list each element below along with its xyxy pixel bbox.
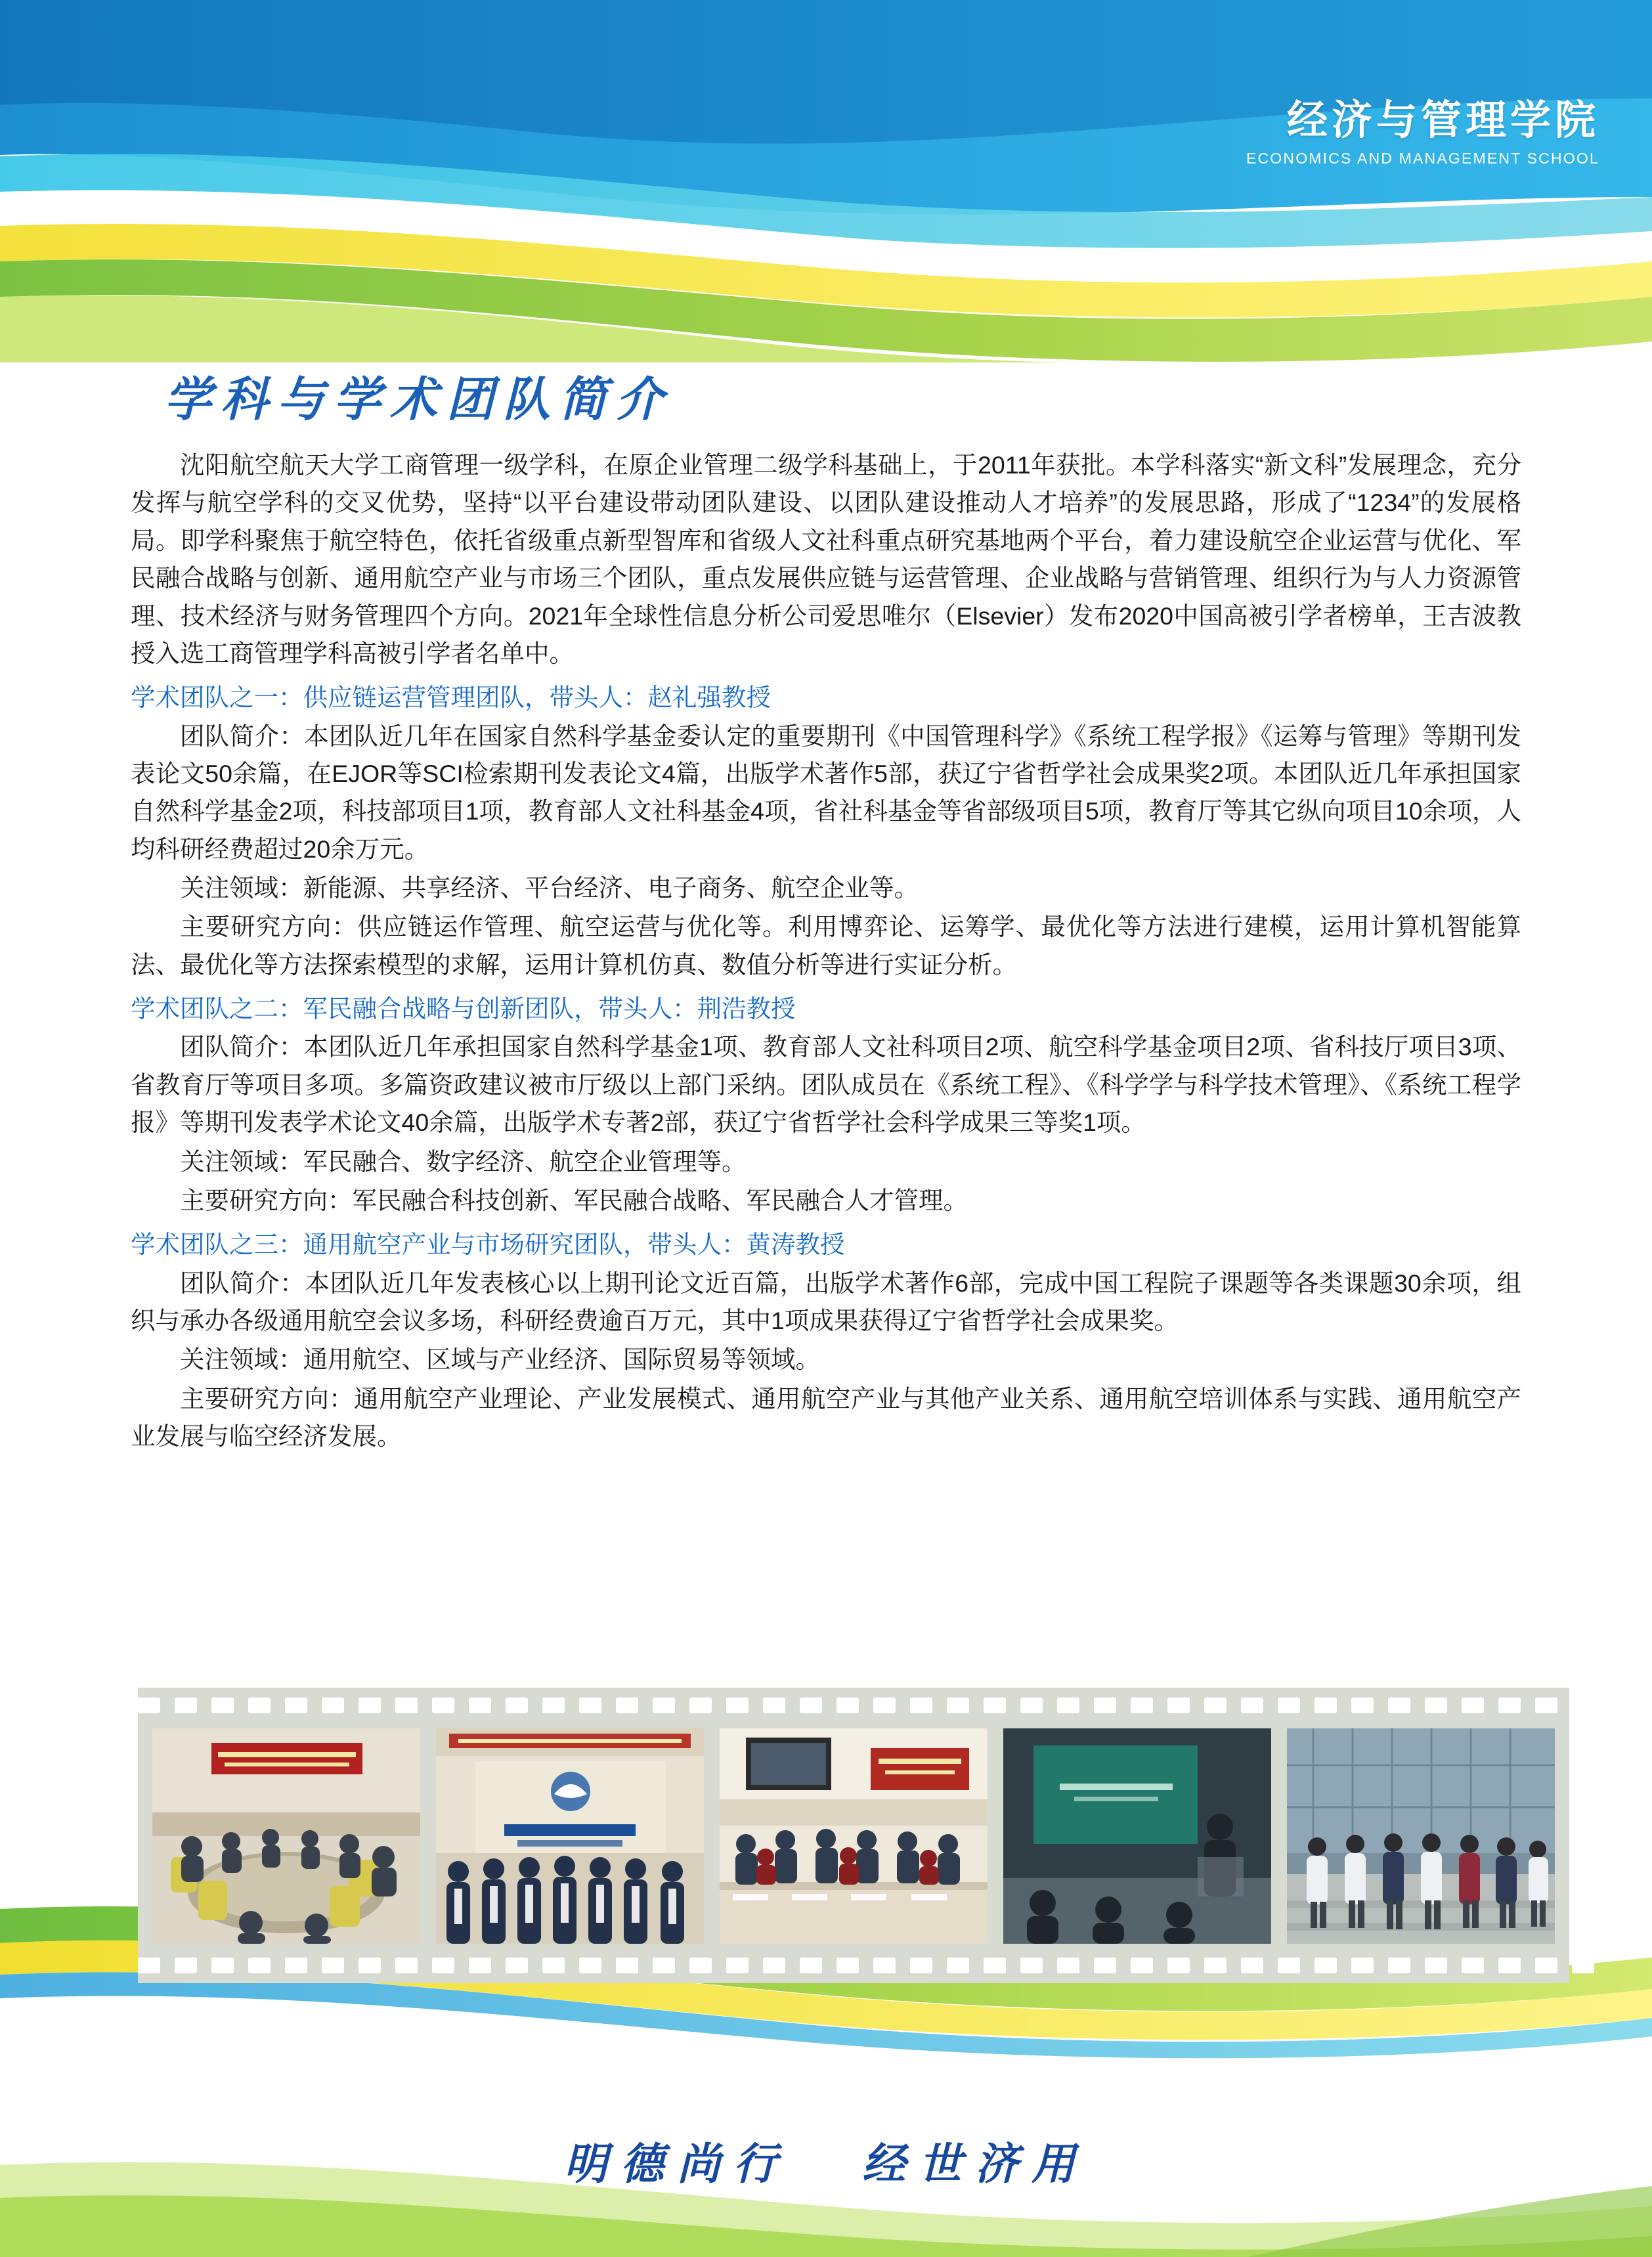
intro-paragraph: 沈阳航空航天大学工商管理一级学科，在原企业管理二级学科基础上，于2011年获批。本学科落实“新文科”发展理念，充分发挥与航空学科的交叉优势，坚持“以平台建设带动团队建设、以团队建设推动人才培养”的发展思路，形成了“1234”的发展格局。即学科聚焦于航空特色，依托省级重点新型智库和省级人文社科重点研究基地两个平台，着力建设航空企业运营与优化、军民融合战略与创新、通用航空产业与市场三个团队，重点发展供应链与运营管理、企业战略与营销管理、组织行为与人力资源管理、技术经济与财务管理四个方向。2021年全球性信息分析公司爱思唯尔（Elsevier）发布2020中国高被引学者榜单，王吉波教授入选工商管理学科高被引学者名单中。 [131,451,1521,667]
school-motto [0,2129,1652,2191]
team-1-intro: 团队简介：本团队近几年在国家自然科学基金委认定的重要期刊《中国管理科学》《系统工程学报》《运筹与管理》等期刊发表论文50余篇，在EJOR等SCI检索期刊发表论文4篇，出版学术著作5部，获辽宁省哲学社会成果奖2项。本团队近几年承担国家自然科学基金2项，科技部项目1项，教育部人文社科基金4项，省社科基金等省部级项目5项，教育厅等其它纵向项目10余项，人均科研经费超过20余万元。 [131,722,1521,863]
film-perforation [800,1958,822,1973]
film-perforation [1572,1958,1594,1973]
film-perforation [322,1698,344,1713]
film-perforation [1572,1698,1594,1713]
film-perforation [506,1698,528,1713]
school-name-en: ECONOMICS AND MANAGEMENT SCHOOL [1246,150,1599,167]
film-perforation [1094,1958,1116,1973]
team-2-intro: 团队简介：本团队近几年承担国家自然科学基金1项、教育部人文社科项目2项、航空科学基金项目2项、省科技厅项目3项、省教育厅等项目多项。多篇资政建议被市厅级以上部门采纳。团队成员在《系统工程》、《科学学与科学技术管理》、《系统工程学报》等期刊发表学术论文40余篇，出版学术专著2部，获辽宁省哲学社会科学成果三等奖1项。 [131,1033,1521,1137]
film-perforation [1094,1698,1116,1713]
film-perforation [1020,1698,1043,1713]
film-perforation [432,1698,454,1713]
film-perforation [653,1958,675,1973]
film-perforation [1535,1958,1557,1973]
top-banner [0,0,1652,368]
film-perforation [984,1698,1006,1713]
film-perforation [726,1698,749,1713]
film-perforation [469,1698,491,1713]
photo-group-indoor-banner [436,1728,704,1944]
film-perforation [359,1958,381,1973]
film-perforation [1057,1698,1079,1713]
photo-seminar-roundtable [152,1728,420,1944]
top-banner-graphic [0,0,1652,368]
film-perforation [395,1698,418,1713]
film-perforation [1535,1698,1557,1713]
team-1-focus: 关注领域：新能源、共享经济、平台经济、电子商务、航空企业等。 [180,874,919,902]
film-perforation [1131,1958,1153,1973]
film-perforation [1241,1698,1263,1713]
film-perforation [873,1958,896,1973]
film-perforation [910,1698,932,1713]
motto-right: 经世济用 [862,2138,1088,2189]
team-1-heading: 学术团队之一：供应链运营管理团队，带头人：赵礼强教授 [131,684,771,712]
film-perforation [138,1698,160,1713]
film-perforations-top [138,1697,1569,1714]
film-perforation [1167,1958,1190,1973]
film-perforation [689,1958,712,1973]
film-perforation [616,1698,638,1713]
film-perforation [800,1698,822,1713]
film-perforation [1167,1698,1190,1713]
film-perforation [395,1958,418,1973]
team-3-direction: 主要研究方向：通用航空产业理论、产业发展模式、通用航空产业与其他产业关系、通用航空培训体系与实践、通用航空产业发展与临空经济发展。 [131,1384,1521,1450]
school-branding [1246,99,1599,167]
film-perforation [579,1698,601,1713]
film-perforation [1278,1698,1300,1713]
film-perforation [616,1958,638,1973]
film-perforation [1204,1958,1227,1973]
team-3-focus: 关注领域：通用航空、区域与产业经济、国际贸易等领域。 [180,1346,820,1374]
film-perforation [873,1698,896,1713]
team-3-heading: 学术团队之三：通用航空产业与市场研究团队，带头人：黄涛教授 [131,1231,845,1259]
film-perforation [432,1958,454,1973]
film-perforation [248,1958,271,1973]
main-content [0,355,1652,1457]
film-perforation [1462,1958,1484,1973]
photo-row [152,1728,1555,1945]
film-perforation [1315,1698,1337,1713]
article-body [131,447,1521,1455]
team-2-focus: 关注领域：军民融合、数字经济、航空企业管理等。 [180,1147,747,1175]
film-perforation [469,1958,491,1973]
film-perforation [175,1698,197,1713]
film-perforation [1498,1958,1521,1973]
film-perforation [837,1958,859,1973]
photo-lecture-presentation [1003,1728,1271,1944]
film-perforation [1425,1698,1447,1713]
film-perforation [1057,1958,1079,1973]
film-perforation [1204,1698,1227,1713]
film-perforation [910,1958,932,1973]
film-perforation [506,1958,528,1973]
film-perforation [138,1958,160,1973]
photo-film-strip [138,1688,1569,1983]
film-perforation [984,1958,1006,1973]
film-perforation [285,1698,307,1713]
page-title: 学科与学术团队简介 [164,371,673,427]
film-perforation [689,1698,712,1713]
film-perforation [211,1698,234,1713]
film-perforation [285,1958,307,1973]
film-perforation [1351,1698,1374,1713]
film-perforation [1278,1958,1300,1973]
team-2-heading: 学术团队之二：军民融合战略与创新团队，带头人：荆浩教授 [131,995,796,1023]
film-perforation [947,1698,969,1713]
film-perforation [837,1698,859,1713]
film-perforation [947,1958,969,1973]
film-perforation [1315,1958,1337,1973]
film-perforation [248,1698,271,1713]
film-perforation [1131,1698,1153,1713]
film-perforation [322,1958,344,1973]
film-perforation [359,1698,381,1713]
film-perforation [1388,1958,1410,1973]
film-perforation [1351,1958,1374,1973]
team-2-direction: 主要研究方向：军民融合科技创新、军民融合战略、军民融合人才管理。 [180,1186,968,1214]
film-perforations-bottom [138,1957,1569,1974]
film-perforation [726,1958,749,1973]
film-perforation [1020,1958,1043,1973]
film-perforation [542,1958,565,1973]
team-1-direction: 主要研究方向：供应链运作管理、航空运营与优化等。利用博弈论、运筹学、最优化等方法进行建模，运用计算机智能算法、最优化等方法探索模型的求解，运用计算机仿真、数值分析等进行实证分析。 [131,913,1521,978]
film-perforation [763,1698,785,1713]
photo-group-outdoor [1287,1728,1555,1944]
film-perforation [1241,1958,1263,1973]
film-perforation [211,1958,234,1973]
motto-left: 明德尚行 [564,2138,790,2189]
film-perforation [1388,1698,1410,1713]
team-3-intro: 团队简介：本团队近几年发表核心以上期刊论文近百篇，出版学术著作6部，完成中国工程院子课题等各类课题30余项，组织与承办各级通用航空会议多场，科研经费逾百万元，其中1项成果获得辽宁省哲学社会成果奖。 [131,1269,1521,1334]
school-name-cn: 经济与管理学院 [1286,98,1599,143]
photo-conference-hall [720,1728,988,1944]
film-perforation [579,1958,601,1973]
film-perforation [1498,1698,1521,1713]
film-perforation [175,1958,197,1973]
film-perforation [1425,1958,1447,1973]
film-perforation [653,1698,675,1713]
film-perforation [763,1958,785,1973]
film-perforation [542,1698,565,1713]
film-perforation [1462,1698,1484,1713]
